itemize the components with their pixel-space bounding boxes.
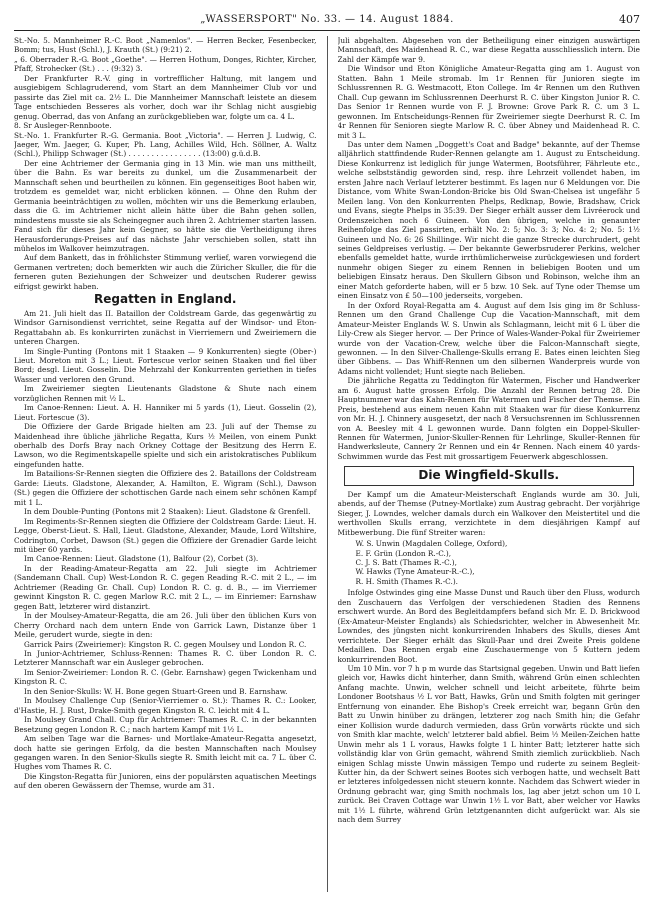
section-heading-wingfield: Die Wingfield-Skulls.: [418, 468, 560, 483]
list-item: R. H. Smith (Thames R.-C.).: [355, 576, 458, 586]
paragraph: In der Oxford Royal-Regatta am 4. August auf dem Isis ging im 8r Schluss-Rennen um den Grand Challenge Cup die Vacation-Mannschaft, mit dem Amateur-Meister Englands W. S. Unwin als Schlagmann, leicht mit 6 L über die Lily-Crew als Sieger hervor. — Der Prince of Wales-Wander-Pokal für Zweiriemer wurde von der Vacation-Crew, welche über die Falcon-Mannschaft siegte, gewonnen. — In den Silver-Challenge-Skulls errang E. Bates einen leichten Sieg über Gibbens. — Das Whiff-Rennen um den silbernen Wanderpreis wurde von Adams nicht vollendet; Hunt siegte nach Belieben.: [337, 300, 640, 376]
paragraph: Im Zweiriemer siegten Lieutenants Gladstone & Shute nach einem vorzüglichen Rennen mit ½ L.: [14, 384, 317, 403]
paragraph: In Moulsey Challenge Cup (Senior-Vierriemer o. St.): Thames R. C.: Looker, d'Hastie, H. J. Rust, Drake-Smith gegen Kingston R. C. leicht mit 4 L.: [14, 696, 317, 715]
race8-title: 8. Sr Ausleger-Rennboote.: [14, 121, 112, 131]
paragraph: In Junior-Achtriemer, Schluss-Rennen: Thames R. C. über London R. C. Letzterer Mannschaft war ein Ausleger gebrochen.: [14, 649, 317, 668]
paragraph: In den Senior-Skulls: W. H. Bone gegen Stuart-Green und B. Earnshaw.: [24, 686, 288, 696]
wingfield-heading-box: [344, 466, 635, 485]
page-header: [14, 12, 640, 31]
paragraph: Um 10 Min. vor 7 h p m wurde das Startsignal gegeben. Unwin und Batt liefen gleich vor, Hawks dicht hinterher, dann Smith, während Grün einen schlechten Anfang machte. Unwin, welcher schnell und leicht arbeitete, führte beim Londoner Bootshaus ½ L vor Batt, Hawks, Grün und Smith folgten mit geringer Entfernung von einander. Ehe Bishop's Creek erreicht war, begann Grün den Batt zu Unwin hinüber zu drängen, letzterer zog nach Smith hin; die Gefahr einer Kollision wurde dadurch vermieden, dass Grün vorwärts rückte und sich von Smith klar machte, welch' letzterer bald abfiel. Beim ½ Meilen-Zeichen hatte Unwin mehr als 1 L voraus, Hawks folgte 1 L hinter Batt; letzterer hatte sich vollständig klar von Grün gemacht, während Smith ziemlich zurückblieb. Nach einigen Schlag misste Unwin mässigen Tempo und ruderte zu seinem Begleit-Kutter hin, da der Schwert seines Bootes sich verbogen hatte, und wechselt Batt er letzteres infolgedessen nicht steuern konnte. Nachdem das Schwert wieder in Ordnung gebracht war, ging Smith nochmals los, lag aber jetzt schon um 10 L zurück. Bei Craven Cottage war Unwin 1½ L vor Batt, aber welcher vor Hawks mit 1½ L führte, während Grün letztgenannten dicht aufgerückt war. Als sie nach dem Surrey: [337, 664, 640, 825]
paragraph: Auf dem Bankett, das in fröhlichster Stimmung verlief, waren vorwiegend die Germanen vertreten; doch bemerkten wir auch die Züricher Skuller, die für die ferneren guten Beziehungen der Schweizer und deutschen Ruderer gewiss eifrigst gewirkt haben.: [14, 253, 317, 291]
list-item: E. F. Grün (London R.-C.),: [355, 548, 452, 558]
left-column: [14, 36, 317, 892]
racer-list: [356, 539, 641, 586]
right-column: [338, 36, 641, 892]
header-title: „WASSERSPORT" No. 33. — 14. August 1884.: [200, 14, 454, 25]
paragraph: Die Kingston-Regatta für Junioren, eins der populärsten aquatischen Meetings auf den oberen Gewässern der Themse, wurde am 31.: [14, 771, 317, 791]
paragraph: Die Windsor und Eton Königliche Amateur-Regatta ging am 1. August von Statten. Bahn 1 Meile stromab. Im 1r Rennen für Junioren siegte im Schlussrennen R. G. Westmacott, Eton College. Im 4r Rennen um den Ruthven Chall. Cup gewann im Schlussrennen Deerhurst R. C. über Kingston Junior R. C. Das Senior 1r Rennen wurde von F. J. Browne: Grove Park R. C. um 3 L. gewonnen. Im Entscheidungs-Rennen für Zweiriemer siegte Deerhurst R. C. Im 4r Rennen für Senioren siegte Marlow R. C. über Abney und Maidenhead R. C. mit 3 L.: [337, 64, 640, 140]
paragraph: In der Moulsey-Amateur-Regatta, die am 26. Juli über den üblichen Kurs von Cherry Orchard nach dem untern Ende von Garrick Lawn, Distanze über 1 Meile, gerudert wurde, siegte in den:: [14, 611, 317, 640]
paragraph: Die Offiziere der Garde Brigade hielten am 23. Juli auf der Themse zu Maidenhead ihre übliche jährliche Regatta, Kurs ½ Meilen, von einem Punkt oberhalb des Dorfs Bray nach Orkney Cottage der Besitzung des Herrn E. Lawson, wo die Regimentskapelle spielte und sich ein aristokratisches Publikum eingefunden hatte.: [14, 422, 317, 469]
race8-result: St.-No. 1. Frankfurter R.-G. Germania. Boot „Victoria". — Herren J. Ludwig, C. Jaeger, Wm. Jaeger, G. Kuper, Ph. Lang, Achilles Wild, Hch. Söllner, A. Waltz (Schl.), Philipp Schwager (St.) . . . . . . . . . . . . . . . . (13:00) g.ü.d.B.: [14, 130, 317, 159]
paragraph: In dem Double-Punting (Pontons mit 2 Staaken): Lieut. Gladstone & Grenfell.: [24, 507, 311, 517]
result-line: „ 6. Oberrader R.-G. Boot „Goethe". — Herren Hothum, Donges, Richter, Kircher, Pfaff, Strohecker (St.) . . . (9:32) 3.: [14, 54, 317, 74]
list-item: C. J. S. Batt (Thames R.-C.),: [355, 558, 457, 568]
page-number: 407: [619, 13, 640, 26]
paragraph: In der Reading-Amateur-Regatta am 22. Juli siegte im Achtriemer (Sandemann Chall. Cup) West-London R. C. gegen Reading R.-C. mit 2 L., — im Achtriemer (Reading Gr. Chall. Cup) London R. C. g. d. B., — im Vierriemer gewinnt Kingston R. C. gegen Marlow R.C. mit 2 L., — im Einriemer: Earnshaw gegen Batt, letzterer wird distanzirt.: [14, 563, 317, 611]
paragraph: Die jährliche Regatta zu Teddington für Watermen, Fischer und Handwerker am 6. August hatte grossen Erfolg. Die Anzahl der Rennen betrug 28. Die Hauptnummer war das Kahn-Rennen für Watermen und Fischer der Themse. Ein Preis, bestehend aus einem neuen Kahn mit Staaken war für diese Konkurrenz von Mr. H. J. Chinnery ausgesetzt, der nach 8 Versuchsrennen im Schlussrennen von A. Beesley mit 4 L gewonnen wurde. Dann folgten ein Doppel-Skuller-Rennen für Watermen, Junior-Skuller-Rennen für Lehrlinge, Skuller-Rennen für Handwerksleute, Cannery 2r Rennen und ein 4r Rennen. Nach einem 40 yards-Schwimmen wurde das Fest mit grossartigem Feuerwerk abgeschlossen.: [337, 376, 640, 461]
paragraph: Im Canoe-Rennen: Lieut. Gladstone (1), Balfour (2), Corbet (3).: [24, 554, 259, 564]
paragraph: Im Single-Punting (Pontons mit 1 Staaken — 9 Konkurrenten) siegte (Ober-) Lieut. Moreton mit 3 L.; Lieut. Fortescue verlor seinen Staaken und fiel über Bord; desgl. Lieut. Gosselin. Die Mehrzahl der Konkurrenten geriethen in tiefes Wasser und verloren den Grund.: [14, 346, 317, 384]
columns: [14, 36, 640, 892]
paragraph: Infolge Ostwindes ging eine Masse Dunst und Rauch über den Fluss, wodurch den Zuschauern das Verfolgen der verschiedenen Stadien des Rennens erschwert wurde. An Bord des Begleitdampfers befand sich Mr. E. D. Brickwood (Ex-Amateur-Meister Englands) als Schiedsrichter, welcher in Abwesenheit Mr. Lowndes, des jüngsten nicht konkurrirenden Inhabers des Skulls, dieses Amt verrichtete. Der Sieger erhält das Skull-Paar und drei Zweite Preis goldene Medaillen. Das Rennen ergab eine Zuschauermenge von 5 Kuttern jedem konkurrirenden Boot.: [337, 588, 640, 664]
list-item: W. Hawks (Tyne Amateur-R.-C.),: [355, 567, 475, 577]
column-divider: [327, 36, 328, 892]
paragraph: In Moulsey Grand Chall. Cup für Achtriemer: Thames R. C. in der bekannten Besetzung gegen London R. C.; nach hartem Kampf mit 1½ L.: [14, 715, 317, 734]
paragraph: Im Senior-Zweiriemer: London R. C. (Gebr. Earnshaw) gegen Twickenham und Kingston R. C.: [14, 667, 317, 687]
paragraph: Juli abgehalten. Abgesehen von der Betheiligung einer einzigen auswärtigen Mannschaft, des Maidenhead R. C., war diese Regatta ausschliesslich intern. Die Zahl der Kämpfe war 9.: [337, 36, 640, 64]
paragraph: Der Frankfurter R.-V. ging in vortrefflicher Haltung, mit langem und ausgiebigem Schlagruderend, vom Start an dem Mannheimer Club vor und passirte das Ziel mit ca. 2½ L. Die Mannheimer Mannschaft leistete an diesem Tage entschieden Besseres als vorher, doch war ihr Schlag nicht ausgiebig genug. Oberrad, das von Anfang an zurückgeblieben war, folgte um ca. 4 L.: [14, 73, 317, 121]
paragraph: Im Batailions-Sr-Rennen siegten die Offiziere des 2. Bataillons der Coldstream Garde: Lieuts. Gladstone, Alexander, A. Hamilton, E. Wigram (Schl.), Dawson (St.) gegen die Offiziere der schottischen Garde nach einem sehr schönen Kampf mit 1 L.: [14, 469, 317, 507]
paragraph: Am selben Tage war die Barnes- und Mortlake-Amateur-Regatta angesetzt, doch hatte sie geringen Erfolg, da die besten Mannschaften nach Moulsey gegangen waren. In den Senior-Skulls siegte R. Smith leicht mit ca. 7 L. über C. Hughes vom Thames R. C.: [14, 734, 317, 772]
paragraph: Im Canoe-Rennen: Lieut. A. H. Hanniker mi 5 yards (1), Lieut. Gosselin (2), Lieut. Fortescue (3).: [14, 403, 317, 422]
paragraph: Garrick Pairs (Zweiriemer): Kingston R. C. gegen Moulsey und London R. C.: [24, 639, 307, 649]
paragraph: Am 21. Juli hielt das II. Bataillon der Coldstream Garde, das gegenwärtig zu Windsor Garnisondienst verrichtet, seine Regatta auf der Windsor- und Eton-Regattabahn ab. Es konkurrirten zunächst in Vierriemern und Zweiriemern die unteren Chargen.: [14, 308, 317, 347]
section-heading-england: Regatten in England.: [94, 292, 237, 307]
paragraph: Der eine Achtriemer der Germania ging in 13 Min. wie man uns mittheilt, über die Bahn. Es war bereits zu dunkel, um die Zusammenarbeit der Mannschaft sehen und beurtheilen zu können. Ein gegenseitiges Boot haben wir, trotzdem es gemeldet war, nicht erblicken können. — Ohne den Ruhm der Germania beeinträchtigen zu wollen, möchten wir uns die Bemerkung erlauben, dass die G. im Achtriemer nicht allein hätte über die Bahn gehen sollen, mindestens musste sie als Scheingegner auch ihren 2. Achtriemer starten lassen. Fand sich für dieses Jahr kein Gegner, so hätte sie die Vertheidigung ihres Herausforderungs-Preises auf das nächste Jahr verschieben sollen, statt ihn mühelos im Walkover heimzutragen.: [14, 158, 317, 253]
paragraph: Im Regiments-Sr-Rennen siegten die Offiziere der Coldstream Garde: Lieut. H. Legge, Oberst-Lieut. S. Hall, Lieut. Gladstone, Alexander, Maude, Lord Wiltshire, Codrington, Corbet, Dawson (St.) gegen die Offiziere der Grenadier Garde leicht mit über 60 yards.: [14, 516, 317, 555]
paragraph: Das unter dem Namen „Doggett's Coat and Badge" bekannte, auf der Themse alljährlich stattfindende Ruder-Rennen gelangte am 1. August zu Entscheidung. Diese Konkurrenz ist lediglich für junge Watermen, Bootsführer, Fährleute etc., welche selbstständig geworden sind, resp. ihre Lehrzeit vollendet haben, im ersten Jahre nach Verlauf letzterer bestimmt. Es lagen nur 6 Meldungen vor. Die Distance, vom White Swan-London-Bricke bis Old Swan-Chelsea ist ungefähr 5 Meilen lang. Von den Konkurrenten Phelps, Redknap, Bowie, Bradshaw, Crick und Evans, siegte Phelps in 35:39. Der Sieger erhält ausser dem Livréerock und Ordenszeichen noch 6 Guineen. Von den übrigen, welche in genaunter Reihenfolge das Ziel passirten, erhält No. 2: 5; No. 3: 3; No. 4: 2; No. 5: 1½ Guineen und No. 6: 26 Shillinge. Wir nicht die ganze Strecke durchrudert, geht seines Geldpreises verlustig. — Der bekannte Gewerbsruderer Perkins, welcher ebenfalls gemeldet hatte, wurde irrthümlicherweise zurückgewiesen und fordert nunmehr obigen Sieger zu einem Rennen in beliebigen Booten und um beliebigen Einsatz heraus. Den Skullern Gibson und Robinson, welche ihm an einer Match geforderte haben, will er 5 bzw. 10 Sek. auf Tyne oder Themse um einen Einsatz von £ 50—100 jederseits, vorgeben.: [337, 139, 640, 301]
paragraph: Der Kampf um die Amateur-Meisterschaft Englands wurde am 30. Juli, abends, auf der Themse (Putney-Mortlake) zum Austrag gebracht. Der vorjährige Sieger, J. Lowndes, welcher damals durch ein Walkover den Meistertitel und die werthvollen Skulls errang, verzichtete in dem diesjährigen Kampf auf Mitbewerbung. Die fünf Streiter waren:: [337, 489, 640, 537]
result-line: St.-No. 5. Mannheimer R.-C. Boot „Namenlos". — Herren Becker, Fesenbecker, Bomm; tus, Hust (Schl.), J. Krauth (St.) (9:21) 2.: [14, 36, 317, 55]
list-item: W. S. Unwin (Magdalen College, Oxford),: [355, 539, 508, 549]
